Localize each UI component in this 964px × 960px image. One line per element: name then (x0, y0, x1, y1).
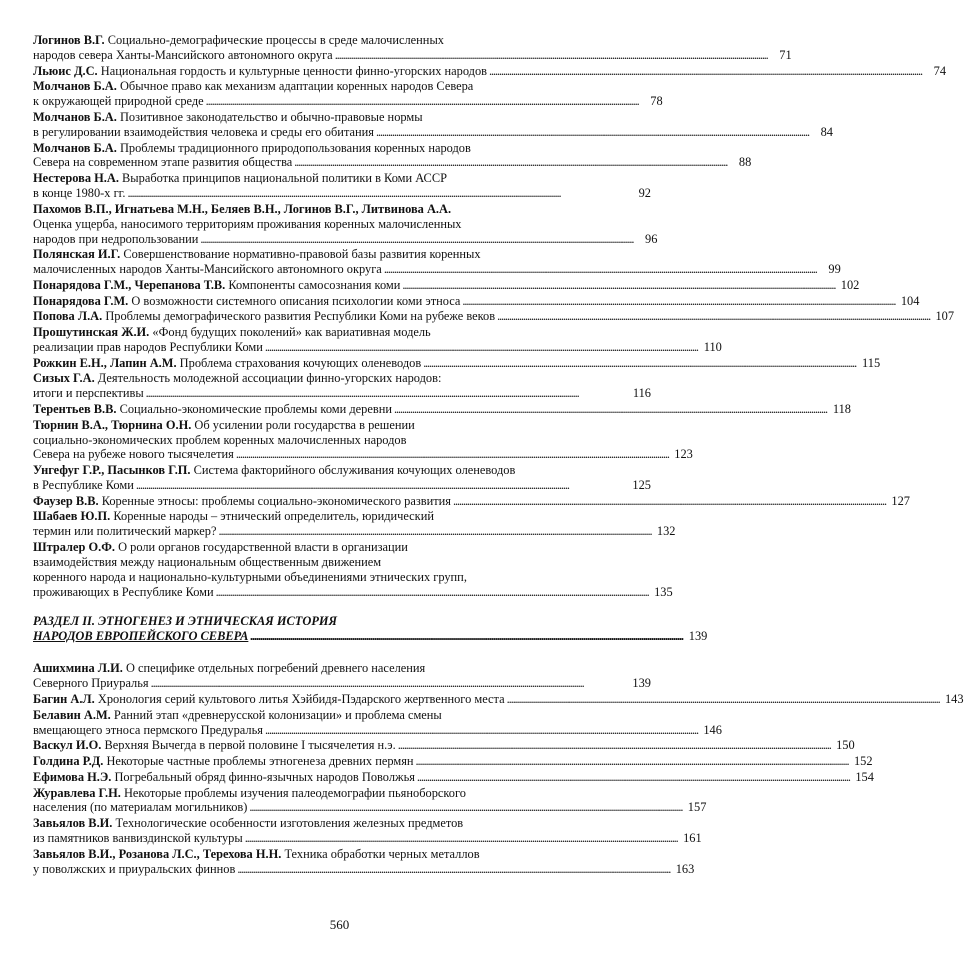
toc-entry (33, 540, 673, 600)
toc-entry-line (33, 110, 651, 125)
entry-page-number: 92 (638, 186, 651, 201)
toc-entry-text (33, 262, 382, 277)
entry-title: Коренные народы – этнический определитель, юридический (113, 509, 434, 524)
entry-page-number: 99 (828, 262, 841, 277)
entry-title: народов севера Ханты-Мансийского автономного округа (33, 47, 333, 62)
toc-entry-text (33, 309, 495, 324)
dot-leader (250, 629, 682, 644)
entry-page-number: 88 (738, 155, 752, 170)
entry-author: Терентьев В.В. (33, 401, 117, 416)
entry-page-number: 125 (632, 478, 651, 493)
section-heading-line-1 (33, 614, 651, 629)
dot-leader (462, 294, 894, 309)
dot-leader (216, 585, 648, 600)
entry-title: итоги и перспективы (33, 386, 144, 401)
entry-page-number: 161 (683, 831, 702, 846)
toc-entry (33, 355, 881, 371)
entry-author: Молчанов Б.А. (33, 79, 117, 94)
toc-entry-text (33, 723, 263, 738)
entry-title: Технологические особенности изготовления железных предметов (115, 816, 464, 831)
toc-entry-line (33, 661, 651, 676)
toc-entry (33, 171, 651, 201)
toc-entry-text (33, 125, 374, 140)
entry-title: Позитивное законодательство и обычно-правовые нормы (119, 109, 423, 124)
toc-entry-last-line (33, 63, 947, 79)
entry-page-number: 84 (820, 124, 833, 139)
toc-entry-line (33, 141, 651, 156)
dot-leader (417, 770, 849, 785)
entry-title: Коренные этносы: проблемы социально-экономического развития (101, 493, 451, 508)
toc-entry-last-line (33, 754, 873, 769)
entry-title: «Фонд будущих поколений» как вариативная модель (152, 324, 431, 339)
toc-entry-text (33, 770, 415, 785)
toc-entry (33, 201, 658, 247)
entry-author: Фаузер В.В. (33, 493, 99, 508)
entry-title: взаимодействия между национальным общественным движением (33, 554, 382, 569)
dot-leader (394, 402, 826, 417)
entry-page-number: 107 (935, 309, 955, 324)
dot-leader (206, 94, 638, 109)
entry-page-number: 96 (645, 231, 658, 246)
entry-title: Система факторийного обслуживания кочующих оленеводов (193, 463, 516, 478)
toc-entry-line (33, 202, 651, 217)
toc-entry-last-line (33, 692, 964, 707)
entry-title: реализации прав народов Республики Коми (33, 339, 263, 354)
entry-title: коренного народа и национально-культурными объединениями этнических групп, (33, 569, 467, 584)
toc-entry-text (33, 64, 487, 79)
toc-entry-last-line (33, 861, 695, 877)
entry-author: Льюис Д.С. (33, 63, 98, 78)
entry-page-number: 71 (779, 47, 792, 62)
toc-entry-text (33, 754, 414, 769)
dot-leader (236, 447, 668, 462)
toc-entry (33, 738, 855, 753)
entry-title: Ранний этап «древнерусской колонизации» и проблема смены (113, 707, 442, 722)
toc-entry-text (33, 800, 247, 815)
entry-author: Завьялов В.И., Розанова Л.С., Терехова Н.Н. (33, 846, 282, 861)
toc-entry-text (33, 402, 392, 417)
entry-author: Нестерова Н.А. (33, 171, 119, 186)
entry-title: Социально-экономические проблемы коми деревни (119, 401, 392, 416)
toc-entry (33, 816, 702, 846)
entry-title: Техника обработки черных металлов (284, 846, 480, 861)
entry-page-number: 110 (703, 339, 722, 354)
toc-entry-last-line (33, 478, 651, 493)
table-of-contents (33, 33, 964, 877)
toc-entry-text (33, 278, 400, 293)
entry-page-number: 157 (687, 800, 707, 815)
entry-author: Попова Л.А. (33, 309, 103, 324)
entry-page-number: 139 (632, 676, 651, 691)
entry-page-number: 154 (855, 769, 874, 784)
toc-entry-text (33, 48, 333, 63)
toc-entry-last-line (33, 447, 693, 462)
entry-title: Верхняя Вычегда в первой половине I тысячелетия н.э. (104, 738, 396, 753)
entry-title: в регулировании взаимодействия человека и среды его обитания (33, 124, 374, 139)
page-number: 560 (329, 917, 350, 932)
toc-entries-part-2 (33, 661, 964, 876)
entry-title: в Республике Коми (33, 478, 134, 493)
toc-entry-last-line (33, 155, 752, 170)
entry-title: Проблемы традиционного природопользования коренных народов (119, 140, 471, 155)
entry-title: Выработка принципов национальной политики в Коми АССР (122, 171, 447, 186)
toc-entry-line (33, 786, 651, 801)
dot-leader (416, 754, 848, 769)
dot-leader (237, 862, 669, 877)
toc-entry (33, 324, 722, 355)
entry-page-number: 152 (853, 754, 873, 769)
toc-entry-text (33, 478, 134, 493)
entry-title: О роли органов государственной власти в организации (118, 540, 408, 555)
entry-author: Тюрнин В.А., Тюрнина О.Н. (33, 417, 192, 432)
toc-entry-last-line (33, 355, 881, 371)
toc-entry (33, 493, 910, 509)
entry-title: Проблемы демографического развития Республики Коми на рубеже веков (105, 309, 496, 324)
toc-entry-last-line (33, 676, 651, 691)
entry-author: Багин А.Л. (33, 692, 95, 707)
entry-author: Рожкин Е.Н., Лапин А.М. (33, 355, 177, 370)
toc-entry-text (33, 447, 234, 462)
entry-title: Некоторые частные проблемы этногенеза древних пермян (106, 754, 414, 769)
toc-entry (33, 692, 964, 707)
toc-entry-text (33, 738, 396, 753)
toc-entry-line (33, 433, 651, 448)
dot-leader (127, 186, 626, 201)
entry-page-number: 116 (632, 386, 651, 401)
entry-page-number: 123 (674, 447, 693, 462)
entry-author: Васкул И.О. (33, 738, 102, 753)
entry-title: Социально-демографические процессы в среде малочисленных (107, 33, 444, 47)
dot-leader (151, 676, 626, 691)
toc-entry-text (33, 862, 235, 877)
toc-entry (33, 79, 663, 109)
entry-title: Некоторые проблемы изучения палеодемографии пьяноборского (123, 785, 466, 800)
toc-entry (33, 33, 792, 63)
toc-entry (33, 463, 651, 493)
toc-entry-last-line (33, 831, 702, 846)
section-title-line-2: НАРОДОВ ЕВРОПЕЙСКОГО СЕВЕРА (33, 628, 249, 643)
toc-entry-last-line (33, 309, 955, 324)
entry-author: Молчанов Б.А. (33, 109, 117, 124)
dot-leader (200, 232, 632, 247)
entry-author: Ефимова Н.Э. (33, 769, 112, 784)
entry-title: Северного Приуралья (33, 676, 149, 691)
dot-leader (507, 692, 939, 707)
toc-entry (33, 785, 707, 816)
toc-entry-text (33, 155, 292, 170)
toc-entry (33, 846, 695, 877)
toc-entry (33, 247, 841, 277)
section-label: РАЗДЕЛ II. (33, 613, 95, 628)
entry-author: Молчанов Б.А. (33, 140, 117, 155)
toc-entry-last-line (33, 722, 722, 738)
entry-page-number: 132 (656, 524, 676, 539)
entry-title: Совершенствование нормативно-правовой базы развития коренных (123, 247, 481, 262)
entry-title: О специфике отдельных погребений древнего населения (125, 661, 426, 676)
toc-entry-text (33, 94, 204, 109)
toc-entry (33, 661, 651, 691)
dot-leader (402, 278, 834, 293)
entry-author: Ашихмина Л.И. (33, 661, 123, 676)
toc-entry-line (33, 708, 651, 723)
toc-entry (33, 277, 860, 293)
toc-entry-line (33, 247, 651, 262)
toc-entry-line (33, 371, 651, 386)
toc-entry (33, 371, 651, 401)
toc-entry (33, 309, 955, 324)
toc-entry-last-line (33, 738, 855, 753)
entry-title: Погребальный обряд финно-язычных народов Поволжья (114, 769, 415, 784)
toc-entry-text (33, 676, 149, 691)
entry-title: Национальная гордость и культурные ценности финно-угорских народов (100, 63, 488, 78)
entry-page-number: 135 (654, 584, 673, 599)
entry-page-number: 104 (900, 293, 920, 308)
entry-title: Хронология серий культового литья Хэйбидя-Пэдарского жертвенного места (97, 692, 505, 707)
toc-entry-last-line (33, 800, 707, 815)
entry-title: в конце 1980-х гг. (33, 186, 126, 201)
dot-leader (136, 478, 626, 493)
entry-title: социально-экономических проблем коренных малочисленных народов (33, 432, 407, 447)
toc-entry-text (33, 524, 216, 539)
entry-title: Деятельность молодежной ассоциации финно-угорских народов: (97, 371, 442, 386)
dot-leader (384, 262, 816, 277)
toc-entry-last-line (33, 339, 722, 355)
entry-page-number: 127 (891, 493, 910, 508)
toc-entry-last-line (33, 277, 860, 293)
toc-entry-last-line (33, 386, 651, 401)
entry-title: Обычное право как механизм адаптации коренных народов Севера (119, 79, 474, 94)
toc-entry-last-line (33, 584, 673, 600)
entry-author: Завьялов В.И. (33, 816, 113, 831)
entry-author: Логинов В.Г. (33, 33, 105, 47)
toc-entries-part-1 (33, 33, 955, 600)
entry-title: к окружающей природной среде (33, 94, 204, 109)
toc-entry-last-line (33, 493, 910, 509)
toc-entry-last-line (33, 231, 658, 247)
toc-entry-line (33, 816, 651, 831)
toc-entry-line (33, 217, 651, 232)
entry-author: Сизых Г.А. (33, 371, 95, 386)
toc-entry-last-line (33, 186, 651, 201)
entry-author: Пахомов В.П., Игнатьева М.Н., Беляев В.Н., Логинов В.Г., Литвинова А.А. (33, 201, 452, 216)
toc-entry-line (33, 171, 651, 186)
entry-page-number: 150 (836, 738, 855, 753)
toc-entry-line (33, 509, 651, 524)
toc-entry-text (33, 340, 263, 355)
entry-title: Проблема страхования кочующих оленеводов (179, 355, 422, 370)
dot-leader (146, 386, 626, 401)
toc-entry-text (33, 186, 125, 201)
entry-title: населения (по материалам могильников) (33, 800, 248, 815)
toc-entry-line (33, 79, 651, 94)
entry-author: Унгефуг Г.Р., Пасынков Г.П. (33, 463, 191, 478)
entry-title: малочисленных народов Ханты-Мансийского автономного округа (33, 262, 382, 277)
entry-title: народов при недропользовании (33, 231, 199, 246)
toc-entry-line (33, 555, 651, 570)
toc-entry-text (33, 692, 505, 707)
dot-leader (398, 738, 830, 753)
entry-title: Об усилении роли государства в решении (194, 417, 415, 432)
toc-entry-text (33, 494, 451, 509)
dot-leader (218, 524, 650, 539)
toc-entry-text (33, 386, 144, 401)
dot-leader (489, 64, 921, 79)
dot-leader (376, 125, 808, 140)
entry-title: термин или политический маркер? (33, 524, 217, 539)
entry-author: Журавлева Г.Н. (33, 785, 121, 800)
dot-leader (249, 800, 681, 815)
section-heading-line-2 (33, 628, 708, 644)
toc-entry-line (33, 540, 651, 555)
dot-leader (265, 723, 697, 738)
toc-entry-last-line (33, 124, 833, 140)
entry-author: Прошутинская Ж.И. (33, 324, 150, 339)
entry-title: Оценка ущерба, наносимого территориям проживания коренных малочисленных (33, 216, 462, 231)
entry-author: Понарядова Г.М. (33, 293, 129, 308)
dot-leader (497, 309, 929, 324)
entry-page-number: 78 (650, 94, 663, 109)
entry-title: вмещающего этноса пермского Предуралья (33, 722, 263, 737)
toc-entry (33, 140, 752, 171)
entry-author: Полянская И.Г. (33, 247, 121, 262)
entry-title: проживающих в Республике Коми (33, 584, 214, 599)
toc-entry-text (33, 232, 198, 247)
entry-author: Понарядова Г.М., Черепанова Т.В. (33, 277, 226, 292)
entry-author: Штралер О.Ф. (33, 540, 115, 555)
toc-entry-text (33, 294, 460, 309)
toc-entry-last-line (33, 262, 841, 277)
entry-title: из памятников ванвиздинской культуры (33, 831, 243, 846)
entry-title: Севера на современном этапе развития общества (33, 155, 293, 170)
toc-entry-line (33, 463, 651, 478)
entry-title: у поволжских и приуральских финнов (33, 861, 236, 876)
entry-title: Севера на рубеже нового тысячелетия (33, 447, 234, 462)
toc-entry-last-line (33, 769, 874, 785)
toc-entry (33, 509, 676, 539)
toc-entry-last-line (33, 401, 851, 417)
entry-page-number: 102 (840, 277, 860, 292)
toc-entry-last-line (33, 47, 792, 63)
toc-entry-text (33, 356, 421, 371)
toc-entry-line (33, 418, 651, 433)
entry-title: О возможности системного описания психологии коми этноса (131, 293, 461, 308)
entry-page-number: 146 (703, 722, 722, 737)
section-title-line-1: ЭТНОГЕНЕЗ И ЭТНИЧЕСКАЯ ИСТОРИЯ (98, 613, 338, 628)
toc-entry (33, 417, 693, 463)
section-page-number: 139 (688, 628, 708, 643)
entry-author: Белавин А.М. (33, 707, 111, 722)
toc-entry (33, 707, 722, 738)
section-heading (33, 613, 708, 644)
toc-entry (33, 401, 851, 417)
toc-entry-line (33, 33, 651, 48)
entry-page-number: 143 (944, 692, 964, 707)
dot-leader (423, 356, 855, 371)
entry-title: Компоненты самосознания коми (228, 277, 401, 292)
toc-entry-last-line (33, 94, 663, 109)
entry-author: Шабаев Ю.П. (33, 509, 111, 524)
entry-page-number: 118 (832, 401, 851, 416)
toc-entry-text (33, 585, 214, 600)
toc-entry (33, 293, 920, 309)
entry-page-number: 74 (933, 63, 947, 78)
toc-entry-text (33, 831, 243, 846)
toc-entry-line (33, 847, 651, 862)
dot-leader (294, 155, 726, 170)
toc-entry (33, 754, 873, 769)
toc-entry-line (33, 570, 651, 585)
entry-page-number: 163 (675, 861, 695, 876)
toc-entry (33, 63, 947, 79)
toc-entry-last-line (33, 524, 676, 539)
dot-leader (265, 340, 697, 355)
entry-page-number: 115 (862, 355, 881, 370)
toc-entry-last-line (33, 293, 920, 309)
dot-leader (335, 48, 767, 63)
dot-leader (245, 831, 677, 846)
entry-author: Голдина Р.Д. (33, 754, 104, 769)
dot-leader (453, 494, 885, 509)
toc-entry-line (33, 325, 651, 340)
toc-entry (33, 109, 833, 140)
toc-entry (33, 769, 874, 785)
